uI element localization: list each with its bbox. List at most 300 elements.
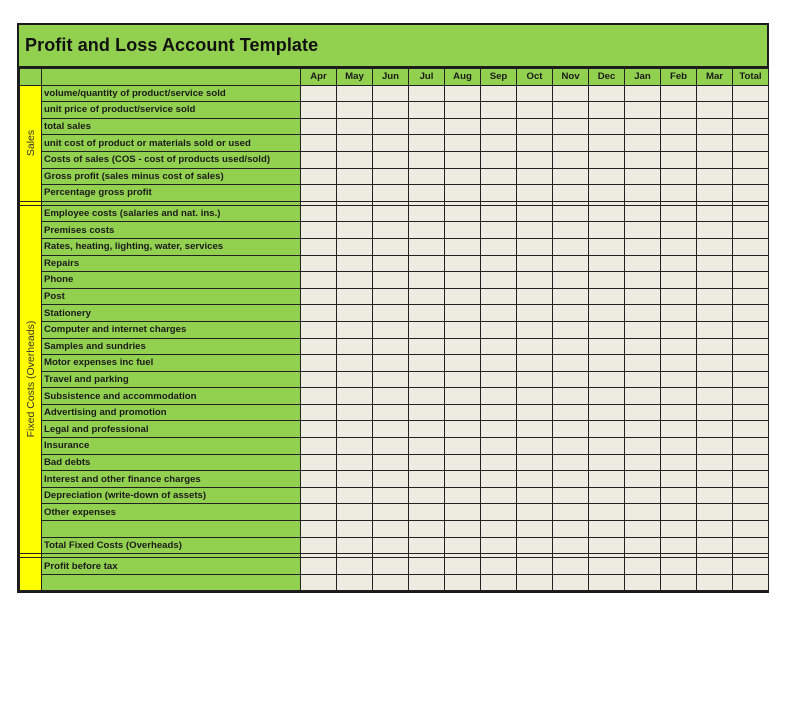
cell-jan[interactable] [625, 371, 661, 388]
cell-total[interactable] [733, 222, 769, 239]
cell-feb[interactable] [661, 255, 697, 272]
cell-feb[interactable] [661, 168, 697, 185]
cell-dec[interactable] [589, 521, 625, 538]
cell-jun[interactable] [373, 338, 409, 355]
cell-apr[interactable] [301, 421, 337, 438]
cell-sep[interactable] [481, 438, 517, 455]
cell-dec[interactable] [589, 471, 625, 488]
cell-jul[interactable] [409, 238, 445, 255]
cell-jul[interactable] [409, 504, 445, 521]
cell-mar[interactable] [697, 168, 733, 185]
cell-sep[interactable] [481, 168, 517, 185]
cell-dec[interactable] [589, 504, 625, 521]
cell-oct[interactable] [517, 85, 553, 102]
cell-nov[interactable] [553, 558, 589, 575]
cell-may[interactable] [337, 338, 373, 355]
cell-jan[interactable] [625, 205, 661, 222]
cell-jul[interactable] [409, 205, 445, 222]
cell-nov[interactable] [553, 487, 589, 504]
cell-jan[interactable] [625, 438, 661, 455]
cell-jan[interactable] [625, 388, 661, 405]
cell-jan[interactable] [625, 404, 661, 421]
cell-sep[interactable] [481, 288, 517, 305]
cell-feb[interactable] [661, 355, 697, 372]
cell-jan[interactable] [625, 521, 661, 538]
cell-jul[interactable] [409, 521, 445, 538]
cell-may[interactable] [337, 222, 373, 239]
cell-total[interactable] [733, 338, 769, 355]
cell-jan[interactable] [625, 305, 661, 322]
cell-aug[interactable] [445, 421, 481, 438]
cell-apr[interactable] [301, 135, 337, 152]
cell-jan[interactable] [625, 537, 661, 554]
cell-nov[interactable] [553, 272, 589, 289]
cell-apr[interactable] [301, 338, 337, 355]
cell-aug[interactable] [445, 537, 481, 554]
cell-feb[interactable] [661, 338, 697, 355]
cell-may[interactable] [337, 388, 373, 405]
cell-feb[interactable] [661, 151, 697, 168]
cell-sep[interactable] [481, 151, 517, 168]
cell-dec[interactable] [589, 255, 625, 272]
cell-apr[interactable] [301, 321, 337, 338]
cell-aug[interactable] [445, 471, 481, 488]
cell-jan[interactable] [625, 288, 661, 305]
cell-jan[interactable] [625, 255, 661, 272]
cell-mar[interactable] [697, 151, 733, 168]
cell-aug[interactable] [445, 504, 481, 521]
cell-may[interactable] [337, 471, 373, 488]
cell-nov[interactable] [553, 521, 589, 538]
cell-jan[interactable] [625, 222, 661, 239]
cell-aug[interactable] [445, 487, 481, 504]
cell-jul[interactable] [409, 421, 445, 438]
cell-nov[interactable] [553, 421, 589, 438]
cell-total[interactable] [733, 255, 769, 272]
cell-jul[interactable] [409, 471, 445, 488]
cell-jan[interactable] [625, 272, 661, 289]
cell-sep[interactable] [481, 102, 517, 119]
cell-apr[interactable] [301, 151, 337, 168]
cell-oct[interactable] [517, 272, 553, 289]
cell-may[interactable] [337, 288, 373, 305]
cell-feb[interactable] [661, 454, 697, 471]
cell-total[interactable] [733, 371, 769, 388]
cell-may[interactable] [337, 118, 373, 135]
cell-dec[interactable] [589, 288, 625, 305]
cell-may[interactable] [337, 151, 373, 168]
cell-jun[interactable] [373, 471, 409, 488]
cell-jun[interactable] [373, 272, 409, 289]
cell-may[interactable] [337, 305, 373, 322]
cell-sep[interactable] [481, 504, 517, 521]
cell-apr[interactable] [301, 255, 337, 272]
cell-total[interactable] [733, 102, 769, 119]
cell-oct[interactable] [517, 521, 553, 538]
cell-jan[interactable] [625, 454, 661, 471]
cell-feb[interactable] [661, 222, 697, 239]
cell-feb[interactable] [661, 288, 697, 305]
cell-nov[interactable] [553, 338, 589, 355]
cell-jun[interactable] [373, 255, 409, 272]
cell-dec[interactable] [589, 185, 625, 202]
cell-jan[interactable] [625, 135, 661, 152]
cell-apr[interactable] [301, 521, 337, 538]
cell-apr[interactable] [301, 85, 337, 102]
cell-mar[interactable] [697, 487, 733, 504]
cell-apr[interactable] [301, 504, 337, 521]
cell-total[interactable] [733, 404, 769, 421]
cell-may[interactable] [337, 487, 373, 504]
cell-feb[interactable] [661, 487, 697, 504]
cell-jul[interactable] [409, 135, 445, 152]
cell-oct[interactable] [517, 222, 553, 239]
cell-sep[interactable] [481, 521, 517, 538]
cell-sep[interactable] [481, 537, 517, 554]
cell-dec[interactable] [589, 388, 625, 405]
cell-feb[interactable] [661, 185, 697, 202]
cell-apr[interactable] [301, 288, 337, 305]
cell-apr[interactable] [301, 222, 337, 239]
cell-jun[interactable] [373, 558, 409, 575]
cell-dec[interactable] [589, 85, 625, 102]
cell-oct[interactable] [517, 487, 553, 504]
cell-dec[interactable] [589, 371, 625, 388]
cell-aug[interactable] [445, 238, 481, 255]
cell-jun[interactable] [373, 321, 409, 338]
cell-may[interactable] [337, 255, 373, 272]
cell-oct[interactable] [517, 288, 553, 305]
cell-may[interactable] [337, 102, 373, 119]
cell-mar[interactable] [697, 222, 733, 239]
cell-feb[interactable] [661, 371, 697, 388]
cell-mar[interactable] [697, 135, 733, 152]
cell-total[interactable] [733, 288, 769, 305]
cell-jun[interactable] [373, 421, 409, 438]
cell-dec[interactable] [589, 558, 625, 575]
cell-apr[interactable] [301, 438, 337, 455]
cell-nov[interactable] [553, 537, 589, 554]
cell-total[interactable] [733, 151, 769, 168]
cell-jun[interactable] [373, 222, 409, 239]
cell-oct[interactable] [517, 537, 553, 554]
cell-nov[interactable] [553, 85, 589, 102]
cell-nov[interactable] [553, 454, 589, 471]
cell-mar[interactable] [697, 537, 733, 554]
cell-feb[interactable] [661, 388, 697, 405]
cell-nov[interactable] [553, 438, 589, 455]
cell-jun[interactable] [373, 438, 409, 455]
cell-sep[interactable] [481, 558, 517, 575]
cell-jan[interactable] [625, 85, 661, 102]
cell-jan[interactable] [625, 238, 661, 255]
cell-total[interactable] [733, 185, 769, 202]
cell-aug[interactable] [445, 321, 481, 338]
cell-total[interactable] [733, 471, 769, 488]
cell-apr[interactable] [301, 454, 337, 471]
cell-sep[interactable] [481, 185, 517, 202]
cell-oct[interactable] [517, 185, 553, 202]
cell-apr[interactable] [301, 205, 337, 222]
cell-nov[interactable] [553, 321, 589, 338]
cell-apr[interactable] [301, 388, 337, 405]
cell-total[interactable] [733, 205, 769, 222]
cell-aug[interactable] [445, 151, 481, 168]
cell-mar[interactable] [697, 205, 733, 222]
cell-apr[interactable] [301, 272, 337, 289]
cell-jun[interactable] [373, 205, 409, 222]
cell-dec[interactable] [589, 404, 625, 421]
cell-mar[interactable] [697, 321, 733, 338]
cell-aug[interactable] [445, 454, 481, 471]
cell-nov[interactable] [553, 355, 589, 372]
cell-jun[interactable] [373, 574, 409, 591]
cell-mar[interactable] [697, 272, 733, 289]
cell-apr[interactable] [301, 185, 337, 202]
cell-aug[interactable] [445, 404, 481, 421]
cell-oct[interactable] [517, 135, 553, 152]
cell-jan[interactable] [625, 504, 661, 521]
cell-jul[interactable] [409, 355, 445, 372]
cell-mar[interactable] [697, 305, 733, 322]
cell-mar[interactable] [697, 85, 733, 102]
cell-nov[interactable] [553, 404, 589, 421]
cell-dec[interactable] [589, 168, 625, 185]
cell-dec[interactable] [589, 487, 625, 504]
cell-may[interactable] [337, 537, 373, 554]
cell-jun[interactable] [373, 454, 409, 471]
cell-jul[interactable] [409, 454, 445, 471]
cell-feb[interactable] [661, 504, 697, 521]
cell-aug[interactable] [445, 222, 481, 239]
cell-sep[interactable] [481, 85, 517, 102]
cell-total[interactable] [733, 388, 769, 405]
cell-feb[interactable] [661, 85, 697, 102]
cell-jun[interactable] [373, 185, 409, 202]
cell-feb[interactable] [661, 471, 697, 488]
cell-oct[interactable] [517, 355, 553, 372]
cell-may[interactable] [337, 371, 373, 388]
cell-sep[interactable] [481, 574, 517, 591]
cell-total[interactable] [733, 558, 769, 575]
cell-sep[interactable] [481, 371, 517, 388]
cell-may[interactable] [337, 168, 373, 185]
cell-dec[interactable] [589, 205, 625, 222]
cell-nov[interactable] [553, 255, 589, 272]
cell-mar[interactable] [697, 288, 733, 305]
cell-sep[interactable] [481, 305, 517, 322]
cell-jan[interactable] [625, 168, 661, 185]
cell-oct[interactable] [517, 338, 553, 355]
cell-oct[interactable] [517, 558, 553, 575]
cell-feb[interactable] [661, 438, 697, 455]
cell-mar[interactable] [697, 338, 733, 355]
cell-may[interactable] [337, 438, 373, 455]
cell-feb[interactable] [661, 421, 697, 438]
cell-feb[interactable] [661, 118, 697, 135]
cell-dec[interactable] [589, 222, 625, 239]
cell-sep[interactable] [481, 222, 517, 239]
cell-oct[interactable] [517, 255, 553, 272]
cell-dec[interactable] [589, 454, 625, 471]
cell-jul[interactable] [409, 168, 445, 185]
cell-mar[interactable] [697, 454, 733, 471]
cell-apr[interactable] [301, 168, 337, 185]
cell-jun[interactable] [373, 238, 409, 255]
cell-apr[interactable] [301, 355, 337, 372]
cell-total[interactable] [733, 574, 769, 591]
cell-sep[interactable] [481, 388, 517, 405]
cell-dec[interactable] [589, 355, 625, 372]
cell-may[interactable] [337, 404, 373, 421]
cell-dec[interactable] [589, 438, 625, 455]
cell-mar[interactable] [697, 102, 733, 119]
cell-may[interactable] [337, 85, 373, 102]
cell-may[interactable] [337, 421, 373, 438]
cell-oct[interactable] [517, 118, 553, 135]
cell-dec[interactable] [589, 135, 625, 152]
cell-dec[interactable] [589, 305, 625, 322]
cell-oct[interactable] [517, 504, 553, 521]
cell-mar[interactable] [697, 355, 733, 372]
cell-jun[interactable] [373, 537, 409, 554]
cell-jul[interactable] [409, 222, 445, 239]
cell-oct[interactable] [517, 151, 553, 168]
cell-may[interactable] [337, 504, 373, 521]
cell-jul[interactable] [409, 151, 445, 168]
cell-jun[interactable] [373, 487, 409, 504]
cell-total[interactable] [733, 85, 769, 102]
cell-dec[interactable] [589, 574, 625, 591]
cell-total[interactable] [733, 238, 769, 255]
cell-feb[interactable] [661, 272, 697, 289]
cell-apr[interactable] [301, 102, 337, 119]
cell-aug[interactable] [445, 305, 481, 322]
cell-total[interactable] [733, 135, 769, 152]
cell-nov[interactable] [553, 222, 589, 239]
cell-nov[interactable] [553, 102, 589, 119]
cell-jun[interactable] [373, 504, 409, 521]
cell-dec[interactable] [589, 338, 625, 355]
cell-jun[interactable] [373, 404, 409, 421]
cell-apr[interactable] [301, 487, 337, 504]
cell-jul[interactable] [409, 85, 445, 102]
cell-jul[interactable] [409, 438, 445, 455]
cell-sep[interactable] [481, 272, 517, 289]
cell-oct[interactable] [517, 388, 553, 405]
cell-jul[interactable] [409, 574, 445, 591]
cell-aug[interactable] [445, 355, 481, 372]
cell-dec[interactable] [589, 321, 625, 338]
cell-nov[interactable] [553, 205, 589, 222]
cell-jul[interactable] [409, 338, 445, 355]
cell-total[interactable] [733, 168, 769, 185]
cell-sep[interactable] [481, 471, 517, 488]
cell-total[interactable] [733, 504, 769, 521]
cell-jul[interactable] [409, 185, 445, 202]
cell-jul[interactable] [409, 288, 445, 305]
cell-jul[interactable] [409, 255, 445, 272]
cell-sep[interactable] [481, 454, 517, 471]
cell-sep[interactable] [481, 355, 517, 372]
cell-sep[interactable] [481, 421, 517, 438]
cell-nov[interactable] [553, 388, 589, 405]
cell-jun[interactable] [373, 388, 409, 405]
cell-feb[interactable] [661, 537, 697, 554]
cell-feb[interactable] [661, 558, 697, 575]
cell-apr[interactable] [301, 471, 337, 488]
cell-jun[interactable] [373, 102, 409, 119]
cell-total[interactable] [733, 521, 769, 538]
cell-aug[interactable] [445, 388, 481, 405]
cell-jul[interactable] [409, 102, 445, 119]
cell-jul[interactable] [409, 371, 445, 388]
cell-sep[interactable] [481, 135, 517, 152]
cell-jan[interactable] [625, 321, 661, 338]
cell-nov[interactable] [553, 574, 589, 591]
cell-may[interactable] [337, 135, 373, 152]
cell-jul[interactable] [409, 537, 445, 554]
cell-mar[interactable] [697, 185, 733, 202]
cell-sep[interactable] [481, 118, 517, 135]
cell-aug[interactable] [445, 521, 481, 538]
cell-mar[interactable] [697, 438, 733, 455]
cell-mar[interactable] [697, 521, 733, 538]
cell-sep[interactable] [481, 238, 517, 255]
cell-apr[interactable] [301, 558, 337, 575]
cell-feb[interactable] [661, 102, 697, 119]
cell-aug[interactable] [445, 168, 481, 185]
cell-jan[interactable] [625, 118, 661, 135]
cell-sep[interactable] [481, 255, 517, 272]
cell-may[interactable] [337, 272, 373, 289]
cell-jan[interactable] [625, 102, 661, 119]
cell-dec[interactable] [589, 102, 625, 119]
cell-total[interactable] [733, 421, 769, 438]
cell-mar[interactable] [697, 118, 733, 135]
cell-apr[interactable] [301, 574, 337, 591]
cell-aug[interactable] [445, 558, 481, 575]
cell-nov[interactable] [553, 371, 589, 388]
cell-oct[interactable] [517, 305, 553, 322]
cell-jan[interactable] [625, 487, 661, 504]
cell-mar[interactable] [697, 558, 733, 575]
cell-nov[interactable] [553, 305, 589, 322]
cell-feb[interactable] [661, 305, 697, 322]
cell-nov[interactable] [553, 288, 589, 305]
cell-jan[interactable] [625, 151, 661, 168]
cell-mar[interactable] [697, 388, 733, 405]
cell-nov[interactable] [553, 168, 589, 185]
cell-oct[interactable] [517, 471, 553, 488]
cell-aug[interactable] [445, 118, 481, 135]
cell-aug[interactable] [445, 185, 481, 202]
cell-sep[interactable] [481, 338, 517, 355]
cell-jul[interactable] [409, 272, 445, 289]
cell-mar[interactable] [697, 471, 733, 488]
cell-jun[interactable] [373, 85, 409, 102]
cell-total[interactable] [733, 321, 769, 338]
cell-apr[interactable] [301, 371, 337, 388]
cell-aug[interactable] [445, 288, 481, 305]
cell-nov[interactable] [553, 118, 589, 135]
cell-total[interactable] [733, 272, 769, 289]
cell-apr[interactable] [301, 537, 337, 554]
cell-jun[interactable] [373, 151, 409, 168]
cell-oct[interactable] [517, 371, 553, 388]
cell-jan[interactable] [625, 355, 661, 372]
cell-jun[interactable] [373, 371, 409, 388]
